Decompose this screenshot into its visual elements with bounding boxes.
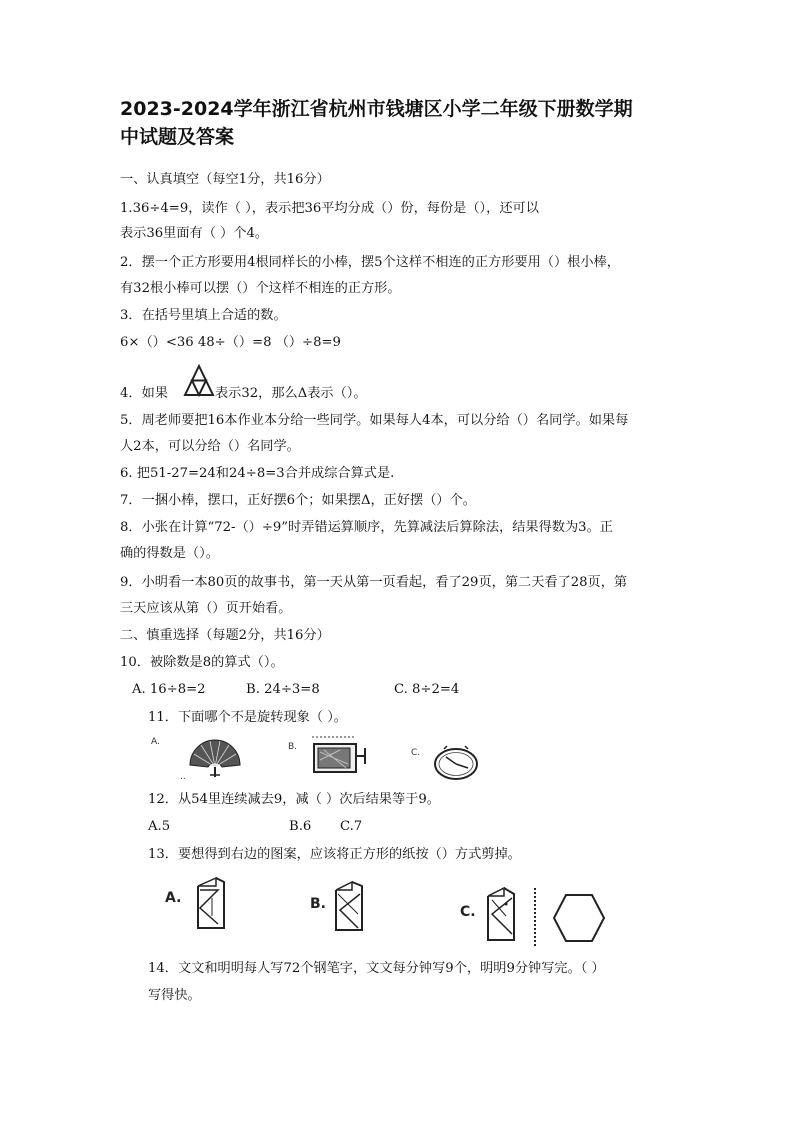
question-10-choice-c: C. 8÷2=4 — [394, 682, 460, 697]
q13-label-c: C. — [460, 904, 476, 920]
q13-label-a: A. — [165, 890, 182, 906]
question-1-line-2: 表示36里面有（ ）个4。 — [120, 226, 269, 241]
q11-label-a: A. — [151, 737, 160, 747]
folding-fan-figure — [186, 737, 244, 779]
q11-label-b: B. — [288, 742, 298, 752]
folded-paper-b-figure — [332, 880, 370, 932]
dotted-divider — [532, 888, 538, 946]
title-line-2: 中试题及答案 — [120, 126, 235, 148]
section-2-heading: 二、慎重选择（每题2分，共16分） — [120, 628, 330, 643]
question-1-line-1: 1.36÷4=9，读作（ ），表示把36平均分成（）份，每份是（），还可以 — [120, 201, 539, 216]
question-8-line-1: 8．小张在计算“72-（）÷9”时弄错运算顺序，先算减法后算除法，结果得数为3。正 — [120, 520, 613, 535]
question-2-line-1: 2．摆一个正方形要用4根同样长的小棒，摆5个这样不相连的正方形要用（）根小棒， — [120, 255, 620, 270]
triangle-figure — [183, 364, 215, 398]
question-7: 7．一捆小棒，摆口，正好摆6个；如果摆Δ，正好摆（）个。 — [120, 493, 476, 508]
question-4-suffix: 表示32，那么Δ表示（）。 — [215, 386, 367, 401]
question-12-choice-b: B.6 — [289, 819, 312, 834]
question-10-choice-b: B. 24÷3=8 — [246, 682, 320, 697]
question-6: 6. 把51-27=24和24÷8=3合并成综合算式是. — [120, 466, 395, 481]
hexagon-figure — [552, 893, 606, 943]
question-8-line-2: 确的得数是（）。 — [120, 546, 219, 561]
question-14-line-1: 14．文文和明明每人写72个钢笔字，文文每分钟写9个，明明9分钟写完。（ ） — [148, 961, 605, 976]
title-line-1: 2023-2024学年浙江省杭州市钱塘区小学二年级下册数学期 — [120, 98, 633, 120]
question-11: 11．下面哪个不是旋转现象（ ）。 — [148, 710, 347, 725]
section-1-heading: 一、认真填空（每空1分，共16分） — [120, 172, 330, 187]
question-3-line-2: 6×（）<36 48÷（）=8 （）÷8=9 — [120, 335, 341, 350]
pencil-sharpener-figure — [310, 734, 368, 778]
question-12-choice-c: C.7 — [340, 819, 363, 834]
question-12: 12．从54里连续减去9，减（ ）次后结果等于9。 — [148, 792, 440, 807]
page-title — [120, 95, 680, 151]
question-12-choice-a: A.5 — [148, 819, 171, 834]
q11-label-a-mark: .. — [180, 772, 186, 782]
question-9-line-1: 9．小明看一本80页的故事书，第一天从第一页看起，看了29页，第二天看了28页，第 — [120, 575, 628, 590]
question-10: 10．被除数是8的算式（）。 — [120, 655, 284, 670]
folded-paper-c-figure — [482, 886, 522, 942]
question-4-prefix: 4．如果 — [120, 386, 168, 401]
q11-label-c: C. — [411, 748, 421, 758]
question-5-line-2: 人2本，可以分给（）名同学。 — [120, 439, 300, 454]
clock-figure — [432, 744, 480, 782]
q13-label-b: B. — [310, 896, 326, 912]
question-3-line-1: 3．在括号里填上合适的数。 — [120, 308, 287, 323]
question-5-line-1: 5．周老师要把16本作业本分给一些同学。如果每人4本，可以分给（）名同学。如果每 — [120, 413, 629, 428]
question-9-line-2: 三天应该从第（）页开始看。 — [120, 601, 292, 616]
folded-paper-a-figure — [190, 876, 228, 930]
question-13: 13．要想得到右边的图案，应该将正方形的纸按（）方式剪掉。 — [148, 847, 521, 862]
question-14-line-2: 写得快。 — [148, 988, 201, 1003]
question-2-line-2: 有32根小棒可以摆（）个这样不相连的正方形。 — [120, 281, 401, 296]
question-10-choice-a: A. 16÷8=2 — [132, 682, 206, 697]
